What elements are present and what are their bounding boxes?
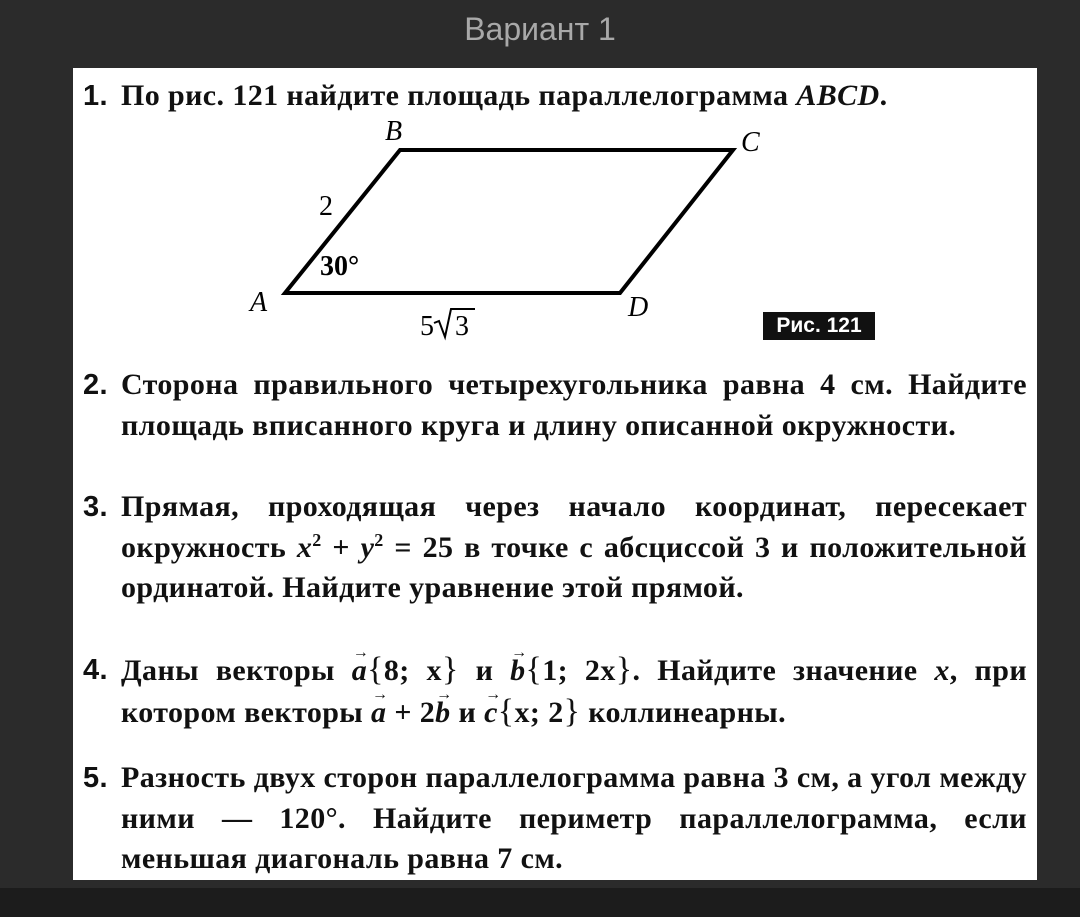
vector-b-coords: 1; 2x: [542, 654, 616, 687]
task-4: [83, 650, 1027, 733]
sum-plus: + 2: [394, 695, 436, 729]
task-3-text-b: в точке с абсциссой 3 и положительной ординатой. Найдите уравнение этой прямой.: [121, 530, 1027, 604]
vector-a-coords: 8; x: [383, 654, 442, 687]
task-number: 1.: [83, 80, 108, 112]
brace-close: }: [441, 651, 459, 688]
task-1: [83, 76, 1027, 117]
task-4-text-a: Даны векторы: [121, 654, 335, 687]
exponent-x: 2: [312, 529, 322, 550]
task-4-text-c: , при котором векторы: [121, 654, 1028, 729]
equation-y: y: [360, 530, 375, 564]
task-number: 2.: [83, 369, 108, 401]
brace-close: }: [563, 692, 581, 730]
vertex-b-label: B: [385, 116, 403, 147]
task-2: [83, 365, 1027, 446]
vector-a: → a: [371, 693, 386, 734]
vector-b: → b: [510, 651, 525, 692]
task-3-text-a: Прямая, проходящая через начало координат, пересекает окружность: [121, 490, 1027, 564]
brace-open: {: [367, 651, 384, 688]
task-number: 4.: [83, 654, 108, 686]
task-4-text-d: коллинеарны.: [588, 695, 786, 729]
task-text: Разность двух сторон параллелограмма равна 3 см, а угол между ними — 120°. Найдите периметр параллелограмма, если меньшая диагональ равна 7 см.: [121, 761, 1027, 875]
conjunction: и: [475, 654, 494, 687]
task-5: [83, 758, 1027, 880]
page-title: Вариант 1: [464, 11, 616, 47]
equation-plus: +: [332, 530, 350, 564]
brace-open: {: [497, 692, 515, 730]
worksheet: [73, 68, 1037, 880]
vector-b: → b: [435, 693, 450, 734]
side-ad-coefficient: 5: [420, 311, 434, 342]
task-text: Сторона правильного четырехугольника равна 4 см. Найдите площадь вписанного круга и длину описанной окружности.: [121, 368, 1027, 442]
vertex-c-label: C: [741, 127, 760, 158]
task-1-figure-name: ABCD: [796, 79, 880, 112]
task-text: [121, 650, 1027, 733]
equation-x: x: [296, 530, 313, 564]
task-4-text-b: . Найдите значение: [632, 654, 918, 687]
side-ad-radicand: 3: [455, 311, 469, 342]
task-number: 3.: [83, 491, 108, 523]
brace-open: {: [525, 651, 543, 688]
task-text: [121, 487, 1027, 609]
task-text: [121, 76, 1027, 117]
bottom-bar: [0, 888, 1080, 917]
task-1-end: .: [879, 79, 888, 112]
exponent-y: 2: [374, 529, 384, 550]
brace-close: }: [615, 651, 633, 688]
vertex-d-label: D: [628, 292, 649, 323]
equation-rhs: = 25: [394, 530, 454, 564]
vector-c: → c: [484, 693, 498, 734]
task-1-text: По рис. 121 найдите площадь параллелограмма: [121, 79, 789, 112]
vertex-a-label: A: [250, 287, 268, 318]
side-ab-label: 2: [319, 191, 333, 222]
figure-caption: Рис. 121: [763, 312, 875, 340]
conjunction: и: [458, 695, 477, 729]
task-number: 5.: [83, 762, 108, 794]
task-3: [83, 487, 1027, 609]
vector-a: → a: [352, 651, 367, 692]
vector-c-coords: x; 2: [514, 695, 564, 729]
angle-a-label: 30°: [320, 251, 360, 282]
variable-x: x: [934, 654, 950, 687]
